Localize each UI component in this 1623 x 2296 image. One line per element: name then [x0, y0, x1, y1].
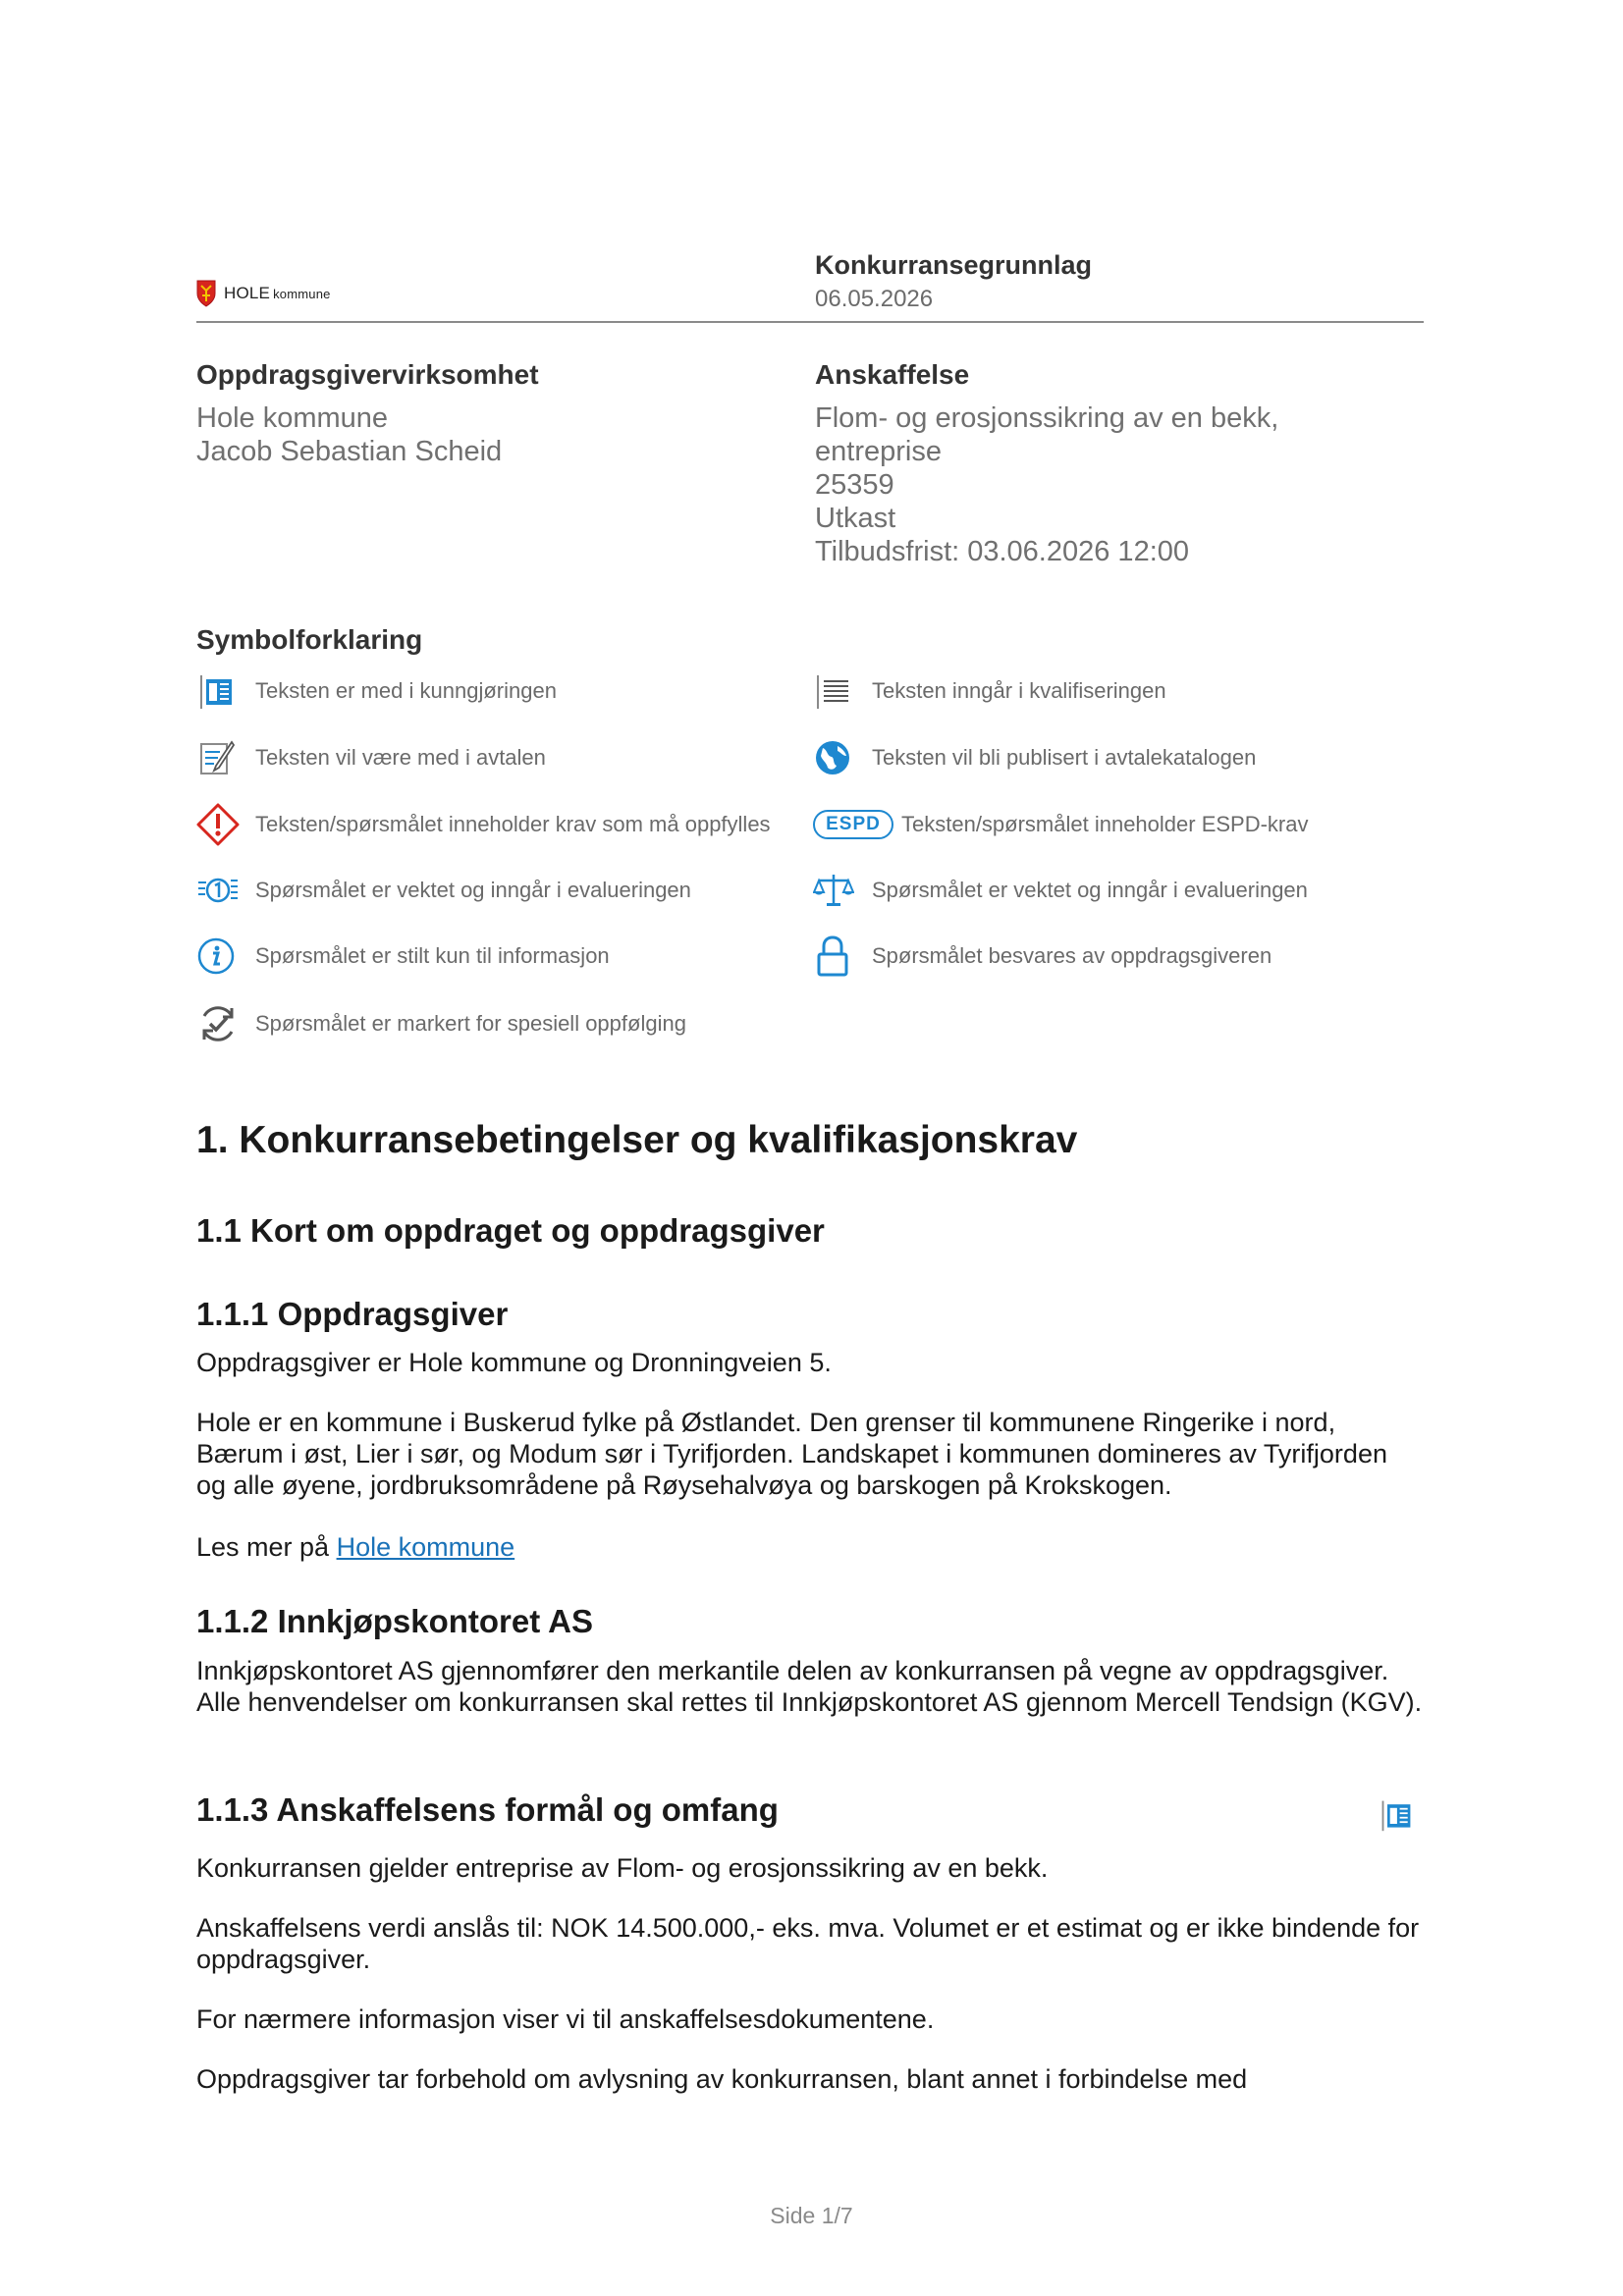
- client-heading: Oppdragsgivervirksomhet: [196, 359, 539, 390]
- legend-item: [196, 1002, 686, 1045]
- hole-kommune-link[interactable]: Hole kommune: [336, 1532, 515, 1562]
- paragraph: [196, 1531, 1424, 1563]
- document-date: 06.05.2026: [815, 286, 934, 312]
- legend-text: Teksten vil bli publisert i avtalekatalogen: [872, 745, 1257, 770]
- legend-text: Teksten vil være med i avtalen: [255, 745, 546, 770]
- espd-badge-icon: [813, 810, 893, 839]
- client-details: [196, 401, 502, 468]
- announcement-icon: [196, 669, 243, 713]
- procurement-line: entreprise: [815, 436, 942, 467]
- procurement-line: Flom- og erosjonssikring av en bekk,: [815, 402, 1279, 434]
- section-heading-1: 1. Konkurransebetingelser og kvalifikasjonskrav: [196, 1119, 1078, 1161]
- coat-of-arms-icon: [196, 280, 216, 307]
- paragraph: For nærmere informasjon viser vi til anskaffelsesdokumentene.: [196, 2004, 935, 2034]
- procurement-deadline: Tilbudsfrist: 03.06.2026 12:00: [815, 536, 1190, 567]
- section-heading-1-1-1: 1.1.1 Oppdragsgiver: [196, 1296, 509, 1332]
- procurement-details: [815, 401, 1278, 568]
- section-heading-1-1-3: 1.1.3 Anskaffelsens formål og omfang: [196, 1791, 779, 1828]
- legend-item: [813, 934, 1271, 978]
- section-heading-1-1: 1.1 Kort om oppdraget og oppdragsgiver: [196, 1212, 825, 1249]
- document-title: Konkurransegrunnlag: [815, 250, 1093, 280]
- paragraph: Oppdragsgiver er Hole kommune og Dronningveien 5.: [196, 1348, 832, 1377]
- legend-text: Teksten/spørsmålet inneholder krav som må oppfylles: [255, 812, 771, 836]
- espd-badge-label: ESPD: [826, 814, 881, 834]
- paragraph: Anskaffelsens verdi anslås til: NOK 14.500.000,- eks. mva. Volumet er et estimat og er ikke bindende for oppdragsgiver.: [196, 1913, 1420, 1974]
- weighted-number-icon: [196, 869, 243, 912]
- followup-check-icon: [196, 1002, 243, 1045]
- padlock-icon: [813, 934, 860, 978]
- legend-item: [813, 736, 1256, 779]
- legend-text: Spørsmålet er vektet og inngår i evalueringen: [872, 878, 1308, 902]
- legend-item: [196, 869, 691, 912]
- legend-text: Teksten inngår i kvalifiseringen: [872, 678, 1166, 703]
- procurement-line: Utkast: [815, 503, 896, 534]
- legend-item: [813, 669, 1166, 713]
- procurement-line: 25359: [815, 469, 894, 501]
- legend-item: [196, 669, 557, 713]
- legend-item: [196, 934, 610, 978]
- legend-item: [196, 736, 546, 779]
- globe-icon: [813, 736, 860, 779]
- scales-icon: [813, 869, 860, 912]
- info-icon: [196, 934, 243, 978]
- paragraph: Hole er en kommune i Buskerud fylke på Østlandet. Den grenser til kommunene Ringerike i nord, Bærum i øst, Lier i sør, og Modum sør i Tyrifjorden. Landskapet i kommunen domineres av Tyrifjorden og alle øyene, jordbruksområdene på Røysehalvøya og barskogen på Krokskogen.: [196, 1408, 1387, 1500]
- hole-kommune-logo: [196, 280, 331, 307]
- legend-text: Spørsmålet er stilt kun til informasjon: [255, 943, 610, 968]
- legend-text: Teksten/spørsmålet inneholder ESPD-krav: [901, 812, 1309, 836]
- section-heading-1-1-2: 1.1.2 Innkjøpskontoret AS: [196, 1603, 594, 1639]
- client-line: Jacob Sebastian Scheid: [196, 436, 503, 467]
- logo-text: HOLE kommune: [224, 284, 331, 302]
- client-line: Hole kommune: [196, 402, 389, 434]
- warning-diamond-icon: [196, 803, 243, 846]
- announcement-icon: [1379, 1796, 1414, 1834]
- symbol-legend-title: Symbolforklaring: [196, 624, 423, 655]
- qualification-list-icon: [813, 669, 860, 713]
- legend-item: [813, 869, 1308, 912]
- legend-text: Teksten er med i kunngjøringen: [255, 678, 557, 703]
- legend-item: [196, 803, 771, 846]
- page-header: [196, 250, 1424, 323]
- read-more-prefix: Les mer på: [196, 1532, 337, 1562]
- legend-item: [813, 803, 1309, 846]
- contract-pen-icon: [196, 736, 243, 779]
- paragraph: Innkjøpskontoret AS gjennomfører den merkantile delen av konkurransen på vegne av oppdragsgiver. Alle henvendelser om konkurransen skal rettes til Innkjøpskontoret AS gjennom Mercell Tendsign (KGV).: [196, 1656, 1423, 1717]
- legend-text: Spørsmålet besvares av oppdragsgiveren: [872, 943, 1272, 968]
- paragraph: Oppdragsgiver tar forbehold om avlysning av konkurransen, blant annet i forbindelse med: [196, 2064, 1248, 2094]
- paragraph: Konkurransen gjelder entreprise av Flom- og erosjonssikring av en bekk.: [196, 1853, 1049, 1883]
- page-number: Side 1/7: [770, 2203, 853, 2228]
- procurement-heading: Anskaffelse: [815, 359, 970, 390]
- legend-text: Spørsmålet er vektet og inngår i evalueringen: [255, 878, 691, 902]
- legend-text: Spørsmålet er markert for spesiell oppfølging: [255, 1011, 686, 1036]
